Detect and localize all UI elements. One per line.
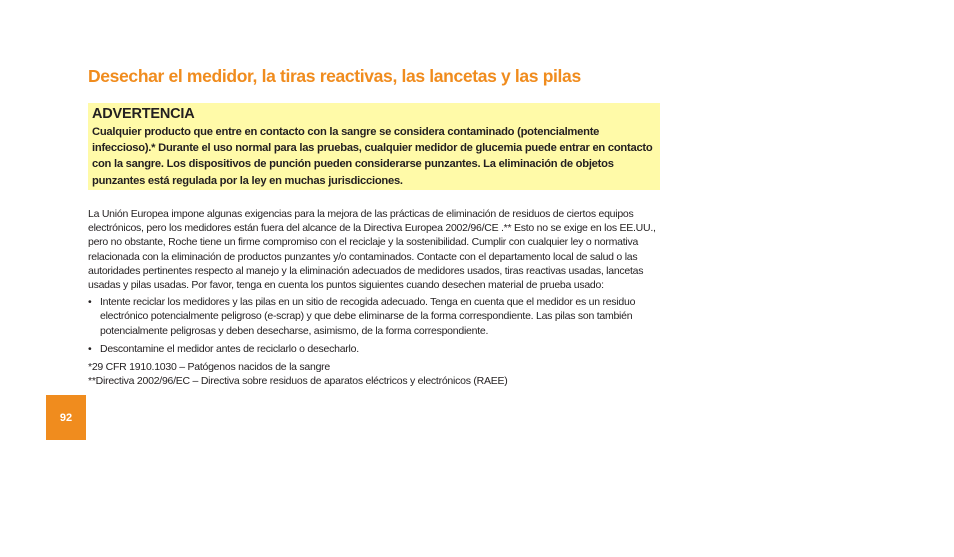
page-number: 92 [59,411,73,424]
bullet-icon: • [88,296,92,309]
warning-body: Cualquier producto que entre en contacto con la sangre se considera contaminado (potencialmente infeccioso).* Durante el uso normal para las pruebas, cualquier medidor de glucemia puede entrar en contacto con la sangre. Los dispositivos de punción pueden considerarse punzantes. La eliminación de objetos punzantes está regulada por la ley en muchas jurisdicciones. [92,126,653,187]
warning-box [88,103,660,190]
bullet-list [88,295,662,356]
bullet-icon: • [88,342,92,355]
list-item-text: Descontamine el medidor antes de reciclarlo o desecharlo. [100,342,359,355]
list-item [88,342,662,356]
list-item-text: Intente reciclar los medidores y las pilas en un sitio de recogida adecuado. Tenga en cuenta que el medidor es un residuo electrónico potencialmente peligroso (e-scrap) y que debe eliminarse de la forma correspondiente. Las pilas son también potencialmente peligrosas y deben desecharse, asimismo, de la forma correspondiente. [100,296,636,337]
page-title: Desechar el medidor, la tiras reactivas, las lancetas y las pilas [88,66,581,86]
intro-paragraph: La Unión Europea impone algunas exigencias para la mejora de las prácticas de eliminación de residuos de ciertos equipos electrónicos, pero los medidores están fuera del alcance de la Directiva Europea 2002/96/CE .** Esto no se exige en los EE.UU., pero no obstante, Roche tiene un firme compromiso con el reciclaje y la sostenibilidad. Cumplir con cualquier ley o normativa relacionada con la eliminación de productos punzantes y/o contaminados. Contacte con el departamento local de salud o las autoridades pertinentes respecto al manejo y la eliminación adecuados de medidores usados, tiras reactivas usadas, lancetas usadas y pilas usadas. Por favor, tenga en cuenta los puntos siguientes cuando desechen material de prueba usado: [88,208,656,292]
body-text [88,207,662,388]
footnote: **Directiva 2002/96/EC – Directiva sobre residuos de aparatos eléctricos y electrónicos (RAEE) [88,375,508,388]
warning-heading: ADVERTENCIA [92,106,195,122]
list-item [88,295,662,338]
page-number-tab [46,395,86,440]
footnote: *29 CFR 1910.1030 – Patógenos nacidos de la sangre [88,361,331,374]
